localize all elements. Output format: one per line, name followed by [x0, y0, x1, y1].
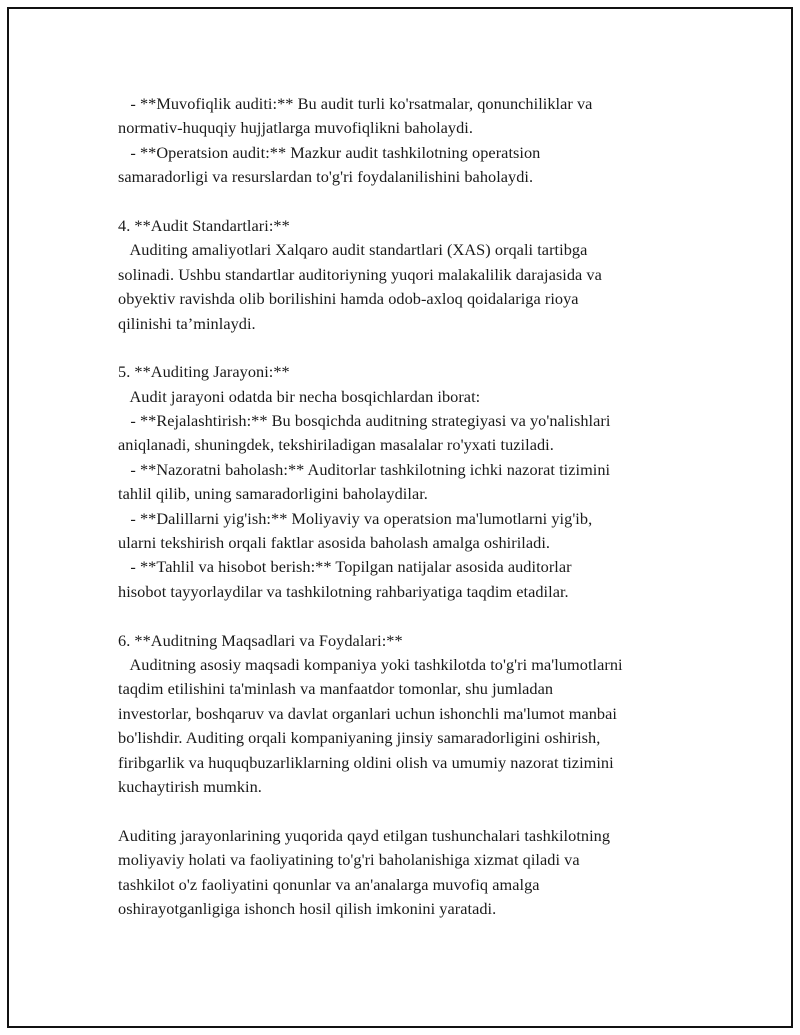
text-line: Audit jarayoni odatda bir necha bosqichlardan iborat: — [118, 386, 481, 406]
blank-line — [118, 799, 708, 823]
text-line: hisobot tayyorlaydilar va tashkilotning rahbariyatiga taqdim etadilar. — [118, 581, 569, 601]
blank-line — [118, 336, 708, 360]
text-line: investorlar, boshqaruv va davlat organlari uchun ishonchli ma'lumot manbai — [118, 703, 617, 723]
text-line: solinadi. Ushbu standartlar auditoriyning yuqori malakalilik darajasida va — [118, 264, 602, 284]
text-line: Auditing jarayonlarining yuqorida qayd etilgan tushunchalari tashkilotning — [118, 825, 611, 845]
document-body — [118, 92, 708, 921]
text-line: obyektiv ravishda olib borilishini hamda odob-axloq qoidalariga rioya — [118, 289, 579, 309]
text-line: ularni tekshirish orqali faktlar asosida baholash amalga oshiriladi. — [118, 533, 551, 553]
text-line: oshirayotganligiga ishonch hosil qilish imkonini yaratadi. — [118, 898, 497, 918]
text-line: - **Muvofiqlik auditi:** Bu audit turli ko'rsatmalar, qonunchiliklar va — [118, 94, 593, 113]
text-line: Auditning asosiy maqsadi kompaniya yoki tashkilotda to'g'ri ma'lumotlarni — [118, 654, 623, 674]
text-line: Auditing amaliyotlari Xalqaro audit standartlari (XAS) orqali tartibga — [118, 240, 588, 260]
section-heading-audit-standards: 4. **Audit Standartlari:** — [118, 215, 290, 235]
text-line: tashkilot o'z faoliyatini qonunlar va an'analarga muvofiq amalga — [118, 874, 540, 894]
text-line: normativ-huquqiy hujjatlarga muvofiqlikni baholaydi. — [118, 118, 473, 138]
text-line: moliyaviy holati va faoliyatining to'g'ri baholanishiga xizmat qiladi va — [118, 850, 580, 870]
text-line: samaradorligi va resurslardan to'g'ri foydalanilishini baholaydi. — [118, 167, 534, 187]
text-line: aniqlanadi, shuningdek, tekshiriladigan masalalar ro'yxati tuziladi. — [118, 435, 554, 455]
text-line: taqdim etilishini ta'minlash va manfaatdor tomonlar, shu jumladan — [118, 679, 554, 699]
text-line: - **Dalillarni yig'ish:** Moliyaviy va operatsion ma'lumotlarni yig'ib, — [118, 508, 593, 528]
blank-line — [118, 190, 708, 214]
text-line: firibgarlik va huquqbuzarliklarning oldini olish va umumiy nazorat tizimini — [118, 752, 614, 772]
section-heading-audit-goals: 6. **Auditning Maqsadlari va Foydalari:** — [118, 630, 403, 650]
text-line: - **Nazoratni baholash:** Auditorlar tashkilotning ichki nazorat tizimini — [118, 459, 611, 479]
text-line: kuchaytirish mumkin. — [118, 776, 262, 796]
text-line: - **Rejalashtirish:** Bu bosqichda auditning strategiyasi va yo'nalishlari — [118, 411, 611, 431]
text-line: - **Operatsion audit:** Mazkur audit tashkilotning operatsion — [118, 142, 541, 162]
text-line: qilinishi ta’minlaydi. — [118, 313, 256, 333]
blank-line — [118, 604, 708, 628]
text-line: bo'lishdir. Auditing orqali kompaniyaning jinsiy samaradorligini oshirish, — [118, 728, 601, 748]
section-heading-auditing-process: 5. **Auditing Jarayoni:** — [118, 362, 290, 382]
text-line: - **Tahlil va hisobot berish:** Topilgan natijalar asosida auditorlar — [118, 557, 572, 577]
text-line: tahlil qilib, uning samaradorligini baholaydilar. — [118, 484, 428, 504]
